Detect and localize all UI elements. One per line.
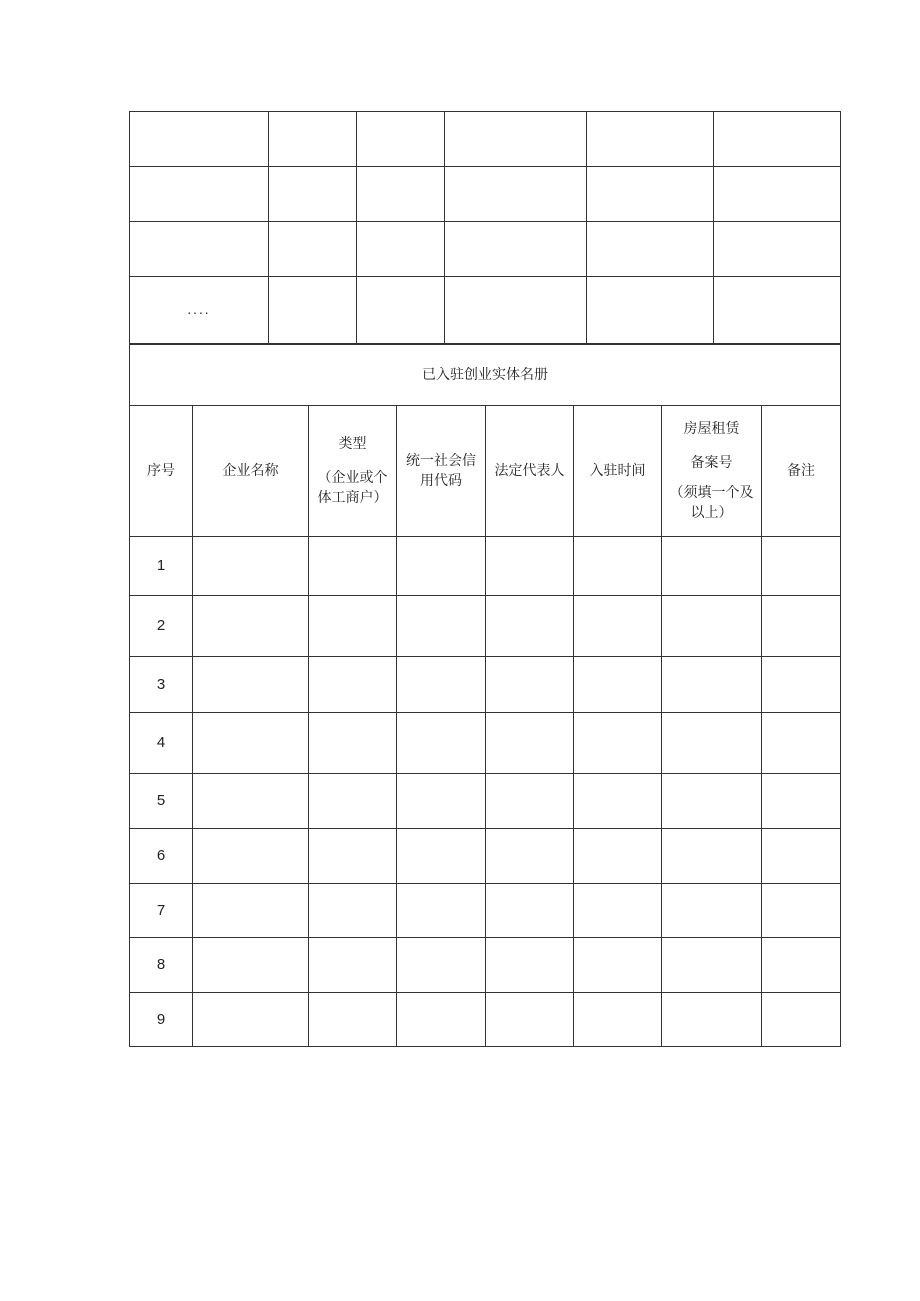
header-credit-code <box>397 406 486 537</box>
header-credit-code-line: 用代码 <box>420 473 462 489</box>
row-number: 3 <box>130 657 193 713</box>
table-cell[interactable] <box>397 713 486 774</box>
table-cell[interactable] <box>269 167 357 222</box>
upper-table-row <box>130 222 841 277</box>
table-cell[interactable] <box>309 537 397 596</box>
table-cell[interactable] <box>587 277 714 344</box>
table-cell[interactable] <box>762 829 841 884</box>
table-cell[interactable] <box>309 596 397 657</box>
table-cell[interactable] <box>574 829 662 884</box>
table-cell[interactable] <box>662 657 762 713</box>
table-cell[interactable] <box>309 713 397 774</box>
table-cell[interactable] <box>762 884 841 938</box>
table-cell[interactable] <box>486 713 574 774</box>
table-cell[interactable] <box>762 993 841 1047</box>
row-number: 6 <box>130 829 193 884</box>
table-cell[interactable] <box>309 829 397 884</box>
table-cell[interactable] <box>397 537 486 596</box>
table-cell[interactable] <box>574 993 662 1047</box>
table-cell[interactable] <box>587 112 714 167</box>
table-row <box>130 537 841 596</box>
row-number: 5 <box>130 774 193 829</box>
table-cell[interactable] <box>445 167 587 222</box>
header-type-line: 类型 <box>338 436 367 452</box>
table-cell[interactable] <box>309 938 397 993</box>
table-cell[interactable] <box>193 657 309 713</box>
row-number: 7 <box>130 884 193 938</box>
header-lease-line: （须填一个及 <box>669 485 754 501</box>
table-cell[interactable] <box>587 222 714 277</box>
table-row <box>130 657 841 713</box>
row-number: 4 <box>130 713 193 774</box>
header-entry-time: 入驻时间 <box>574 406 662 537</box>
header-lease-line: 房屋租赁 <box>683 421 740 437</box>
table-cell[interactable] <box>193 938 309 993</box>
table-cell[interactable] <box>486 537 574 596</box>
table-cell[interactable] <box>714 167 841 222</box>
header-seq: 序号 <box>130 406 193 537</box>
header-remarks: 备注 <box>762 406 841 537</box>
table-cell[interactable] <box>574 537 662 596</box>
table-cell[interactable] <box>714 277 841 344</box>
table-cell[interactable] <box>397 774 486 829</box>
table-cell[interactable] <box>309 884 397 938</box>
row-number: 1 <box>130 537 193 596</box>
table-cell[interactable] <box>662 537 762 596</box>
table-cell[interactable] <box>193 993 309 1047</box>
table-cell[interactable] <box>397 993 486 1047</box>
header-type-line: 体工商户） <box>317 490 388 506</box>
table-cell[interactable] <box>486 657 574 713</box>
table-cell[interactable] <box>486 829 574 884</box>
table-cell[interactable] <box>269 112 357 167</box>
table-cell[interactable] <box>486 884 574 938</box>
header-company-name: 企业名称 <box>193 406 309 537</box>
table-cell[interactable] <box>397 657 486 713</box>
row-number: 9 <box>130 993 193 1047</box>
table-cell[interactable] <box>662 596 762 657</box>
table-cell[interactable] <box>574 774 662 829</box>
table-cell[interactable] <box>357 277 445 344</box>
upper-table <box>129 111 841 344</box>
table-cell[interactable] <box>662 774 762 829</box>
upper-table-row <box>130 112 841 167</box>
table-cell[interactable] <box>130 222 269 277</box>
table-row <box>130 884 841 938</box>
table-cell[interactable] <box>397 829 486 884</box>
header-legal-rep: 法定代表人 <box>486 406 574 537</box>
table-cell[interactable] <box>662 938 762 993</box>
table-cell[interactable] <box>587 167 714 222</box>
table-cell[interactable] <box>130 112 269 167</box>
header-type <box>309 406 397 537</box>
table-cell[interactable] <box>309 774 397 829</box>
table-cell[interactable] <box>662 884 762 938</box>
table-cell[interactable] <box>486 596 574 657</box>
table-cell[interactable] <box>193 774 309 829</box>
table-cell[interactable] <box>357 112 445 167</box>
table-cell[interactable] <box>662 713 762 774</box>
table-cell[interactable] <box>574 596 662 657</box>
table-cell[interactable] <box>269 222 357 277</box>
table-cell[interactable] <box>193 596 309 657</box>
table-row <box>130 829 841 884</box>
table-cell[interactable] <box>193 829 309 884</box>
table-cell[interactable] <box>574 657 662 713</box>
register-title: 已入驻创业实体名册 <box>130 345 841 406</box>
table-cell[interactable] <box>309 993 397 1047</box>
table-row <box>130 993 841 1047</box>
header-lease-record <box>662 406 762 537</box>
upper-table-row <box>130 167 841 222</box>
table-cell[interactable] <box>309 657 397 713</box>
table-cell[interactable] <box>193 713 309 774</box>
table-cell[interactable] <box>357 167 445 222</box>
table-cell[interactable] <box>662 829 762 884</box>
table-cell[interactable] <box>193 537 309 596</box>
table-cell[interactable] <box>762 596 841 657</box>
row-number: 2 <box>130 596 193 657</box>
table-row <box>130 938 841 993</box>
table-cell[interactable] <box>762 713 841 774</box>
table-cell[interactable] <box>574 713 662 774</box>
table-cell[interactable] <box>445 112 587 167</box>
table-cell[interactable] <box>662 993 762 1047</box>
table-cell[interactable] <box>486 938 574 993</box>
table-cell[interactable] <box>574 938 662 993</box>
table-cell[interactable] <box>445 277 587 344</box>
ellipsis-cell: .... <box>130 277 269 344</box>
table-cell[interactable] <box>574 884 662 938</box>
register-header-row <box>130 406 841 537</box>
registration-form <box>129 111 840 1047</box>
table-cell[interactable] <box>397 596 486 657</box>
table-row <box>130 713 841 774</box>
table-cell[interactable] <box>445 222 587 277</box>
table-cell[interactable] <box>762 774 841 829</box>
table-cell[interactable] <box>486 774 574 829</box>
table-cell[interactable] <box>714 222 841 277</box>
table-cell[interactable] <box>486 993 574 1047</box>
table-cell[interactable] <box>193 884 309 938</box>
register-table <box>129 344 841 1047</box>
table-cell[interactable] <box>397 938 486 993</box>
table-cell[interactable] <box>397 884 486 938</box>
table-cell[interactable] <box>714 112 841 167</box>
register-title-row <box>130 345 841 406</box>
table-cell[interactable] <box>762 537 841 596</box>
header-type-line: （企业或个 <box>317 470 388 486</box>
row-number: 8 <box>130 938 193 993</box>
table-cell[interactable] <box>762 657 841 713</box>
header-lease-line: 备案号 <box>690 455 733 471</box>
header-lease-line: 以上） <box>690 505 733 521</box>
upper-table-row <box>130 277 841 344</box>
table-cell[interactable] <box>357 222 445 277</box>
table-cell[interactable] <box>269 277 357 344</box>
table-row <box>130 774 841 829</box>
table-row <box>130 596 841 657</box>
table-cell[interactable] <box>130 167 269 222</box>
header-credit-code-line: 统一社会信 <box>406 453 476 469</box>
table-cell[interactable] <box>762 938 841 993</box>
